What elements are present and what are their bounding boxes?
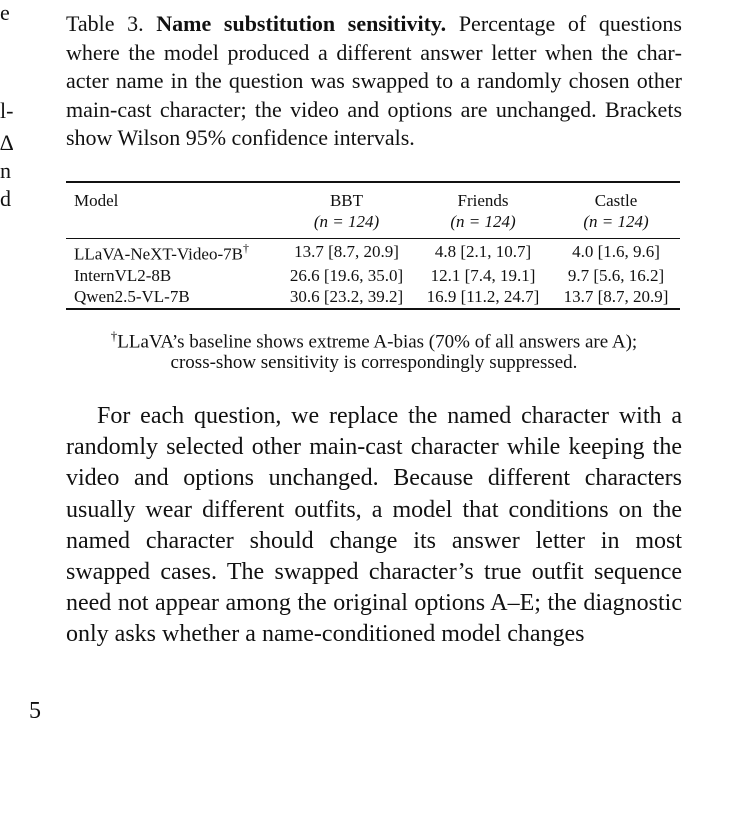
cell-value: 13.7 [8.7, 20.9] [563,286,669,306]
body-paragraph: For each question, we replace the named character with a randomly selected other main-cast character while keeping the video and options unchanged. Because different characters usually wear different outfits, a model that conditions on the named character should change its answer letter in most swapped cases. The swapped character’s true outfit sequence need not appear among the original options A–E; the diagnostic only asks whether a name-conditioned model changes [66,403,682,648]
header-col-n: (n = 124) [450,212,516,231]
dagger-marker: † [110,328,118,343]
table-row [66,286,680,308]
header-col-n: (n = 124) [313,212,380,231]
table-row [66,265,680,286]
page-number: 5 [29,698,41,724]
header-col-friends [414,183,552,238]
edge-fragment: n [0,158,11,183]
header-col-castle [552,183,680,238]
edge-fragment: l- [0,98,14,123]
cell-value: 9.7 [5.6, 16.2] [567,265,665,285]
cell-value: 4.0 [1.6, 9.6] [572,242,660,262]
cell-value: 26.6 [19.6, 35.0] [289,265,404,285]
table-bottom-rule [66,308,680,310]
cell-value: 30.6 [23.2, 39.2] [289,286,404,306]
caption-title: Name substitution sensitivity. [156,11,447,36]
cell-value: 13.7 [8.7, 20.9] [294,242,399,262]
table-caption [66,10,682,153]
row-model: InternVL2-8B [74,265,172,285]
header-col-bbt [279,183,414,238]
cell-value: 4.8 [2.1, 10.7] [434,242,532,262]
row-model: LLaVA-NeXT-Video-7B† [74,241,249,264]
footnote-line-1: †LLaVA’s baseline shows extreme A-bias (70% of all answers are A); [110,328,638,353]
results-table-container [66,181,680,310]
cell-value: 12.1 [7.4, 19.1] [430,265,536,285]
header-col-name: Castle [594,191,638,210]
table-footnote [66,325,682,373]
header-col-name: Friends [457,191,509,210]
table-row [66,239,680,265]
edge-fragment: e [0,0,10,25]
row-model: Qwen2.5-VL-7B [74,286,190,306]
header-model: Model [74,191,119,210]
cell-value: 16.9 [11.2, 24.7] [426,286,540,306]
table-header-row [66,183,680,238]
caption-label: Table 3. [66,11,144,36]
header-col-n: (n = 124) [583,212,649,231]
header-col-name: BBT [329,191,364,210]
footnote-line-2: cross-show sensitivity is correspondingly suppressed. [170,352,578,374]
dagger-marker: † [242,241,249,255]
edge-fragment: d [0,186,11,211]
caption-text: Percentage of questions where the model produced a different answer letter when the character name in the question was swapped to a randomly chosen other main-cast character; the video and options are unchanged. Brackets show Wilson 95% confidence intervals. [66,11,682,150]
results-table [66,183,680,308]
edge-fragment: ∆ [0,130,14,155]
